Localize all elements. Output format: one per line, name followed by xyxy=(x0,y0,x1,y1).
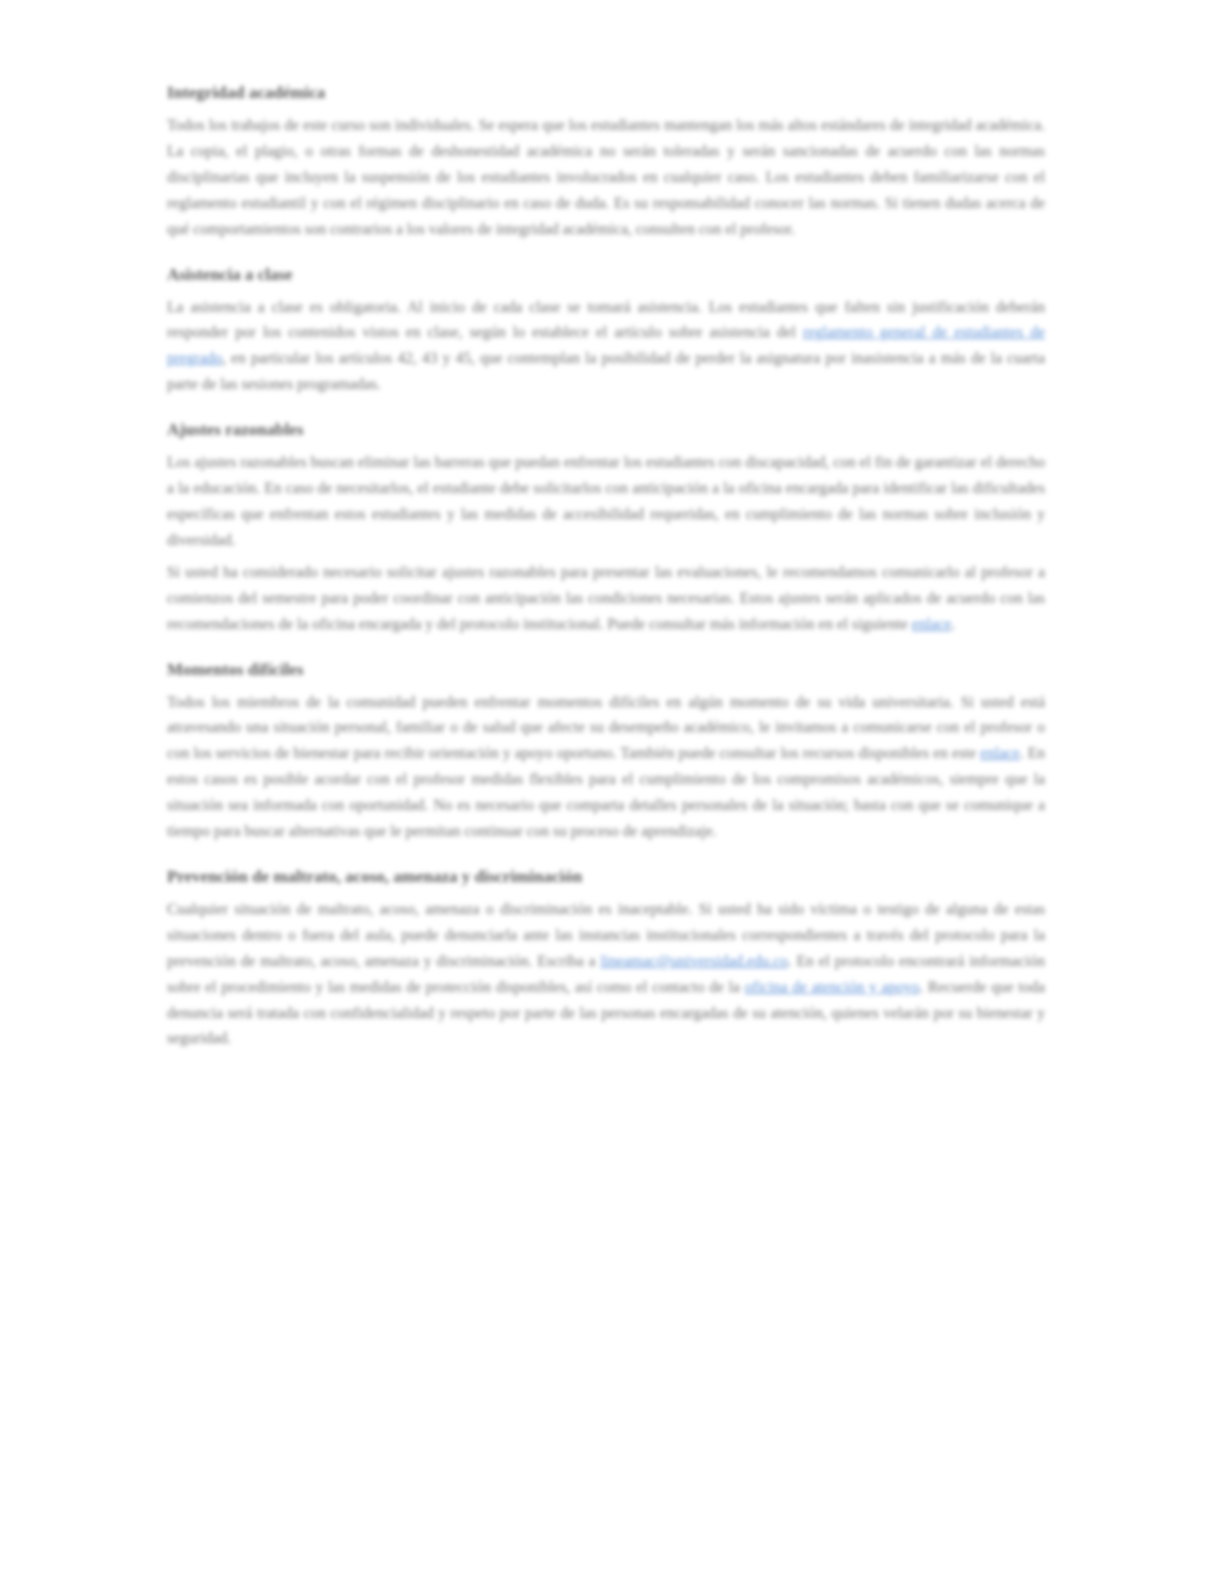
paragraph-text: . En el protocolo encontrará información sobre el procedimiento y las medidas de protección disponibles, así como el contacto de la xyxy=(167,952,1045,996)
section-paragraph: Los ajustes razonables buscan eliminar las barreras que puedan enfrentar los estudiantes con discapacidad, con el fin de garantizar el derecho a la educación. En caso de necesitarlos, el estudiante debe solicitarlos con anticipación a la oficina encargada para identificar las dificultades específicas que enfrentan estos estudiantes y las medidas de accesibilidad requeridas, en cumplimiento de las normas sobre inclusión y diversidad. xyxy=(167,454,1045,549)
section-paragraph xyxy=(167,897,1045,1052)
paragraph-text: . En estos casos es posible acordar con el profesor medidas flexibles para el cumplimiento de los compromisos académicos, siempre que la situación sea informada con oportunidad. No es necesario que comparta detalles personales de la situación; basta con que se comunique a tiempo para buscar alternativas que le permitan continuar con su proceso de aprendizaje. xyxy=(167,745,1046,841)
section-paragraph xyxy=(167,690,1045,845)
reglamento-link[interactable]: reglamento general de estudiantes de pregrado xyxy=(167,324,1045,368)
section-integridad xyxy=(167,82,1045,243)
section-heading: Integridad académica xyxy=(167,83,326,102)
section-heading: Asistencia a clase xyxy=(167,264,293,284)
paragraph-text: . xyxy=(951,615,956,633)
paragraph-text: . Recuerde que toda denuncia será tratada con confidencialidad y respeto por parte de las personas encargadas de su atención, quienes velarán por su bienestar y seguridad. xyxy=(167,978,1045,1048)
section-heading: Momentos difíciles xyxy=(167,659,304,679)
paragraph-text: La asistencia a clase es obligatoria. Al inicio de cada clase se tomará asistencia. Los estudiantes que falten sin justificación deberán responder por los contenidos vistos en clase, según lo establece el artículo sobre asistencia del xyxy=(167,298,1045,342)
paragraph-text: Si usted ha considerado necesario solicitar ajustes razonables para presentar las evaluaciones, le recomendamos comunicarlo al profesor a comienzos del semestre para poder coordinar con anticipación las condiciones necesarias. Estos ajustes serán aplicados de acuerdo con las recomendaciones de la oficina encargada y del protocolo institucional. Puede consultar más información en el siguiente xyxy=(167,563,1045,633)
section-paragraph: Todos los trabajos de este curso son individuales. Se espera que los estudiantes mantengan los más altos estándares de integridad académica. La copia, el plagio, o otras formas de deshonestidad académica no serán toleradas y serán sancionadas de acuerdo con las normas disciplinarias que incluyen la suspensión de los estudiantes involucrados en cualquier caso. Los estudiantes deben familiarizarse con el reglamento estudiantil y con el régimen disciplinario en caso de duda. Es su responsabilidad conocer las normas. Si tienen dudas acerca de qué comportamientos son contrarios a los valores de integridad académica, consulten con el profesor. xyxy=(167,117,1045,238)
momentos-enlace-link[interactable]: enlace xyxy=(980,745,1020,763)
ajustes-enlace-link[interactable]: enlace xyxy=(911,615,952,633)
section-momentos-dificiles xyxy=(167,659,1045,845)
section-paragraph xyxy=(167,560,1045,638)
document-page xyxy=(167,82,1045,1073)
oficina-apoyo-link[interactable]: oficina de atención y apoyo xyxy=(744,978,920,996)
paragraph-text: , en particular los artículos 42, 43 y 45, que contemplan la posibilidad de perder la asignatura por inasistencia a más de la cuarta parte de las sesiones programadas. xyxy=(167,350,1045,394)
section-paragraph xyxy=(167,295,1045,399)
section-ajustes xyxy=(167,419,1045,637)
section-heading: Ajustes razonables xyxy=(167,420,304,440)
section-heading: Prevención de maltrato, acoso, amenaza y discriminación xyxy=(167,866,583,886)
email-link[interactable]: lineamac@universidad.edu.co xyxy=(600,952,788,970)
section-prevencion-maltrato xyxy=(167,866,1045,1052)
section-asistencia xyxy=(167,264,1045,399)
paragraph-text: Cualquier situación de maltrato, acoso, amenaza o discriminación es inaceptable. Si usted ha sido víctima o testigo de alguna de estas situaciones dentro o fuera del aula, puede denunciarla ante las instancias institucionales correspondientes a través del protocolo para la prevención de maltrato, acoso, amenaza y discriminación. Escriba a xyxy=(167,900,1045,970)
paragraph-text: Todos los miembros de la comunidad pueden enfrentar momentos difíciles en algún momento de su vida universitaria. Si usted está atravesando una situación personal, familiar o de salud que afecte su desempeño académico, le invitamos a comunicarse con el profesor o con los servicios de bienestar para recibir orientación y apoyo oportuno. También puede consultar los recursos disponibles en este xyxy=(167,693,1045,763)
